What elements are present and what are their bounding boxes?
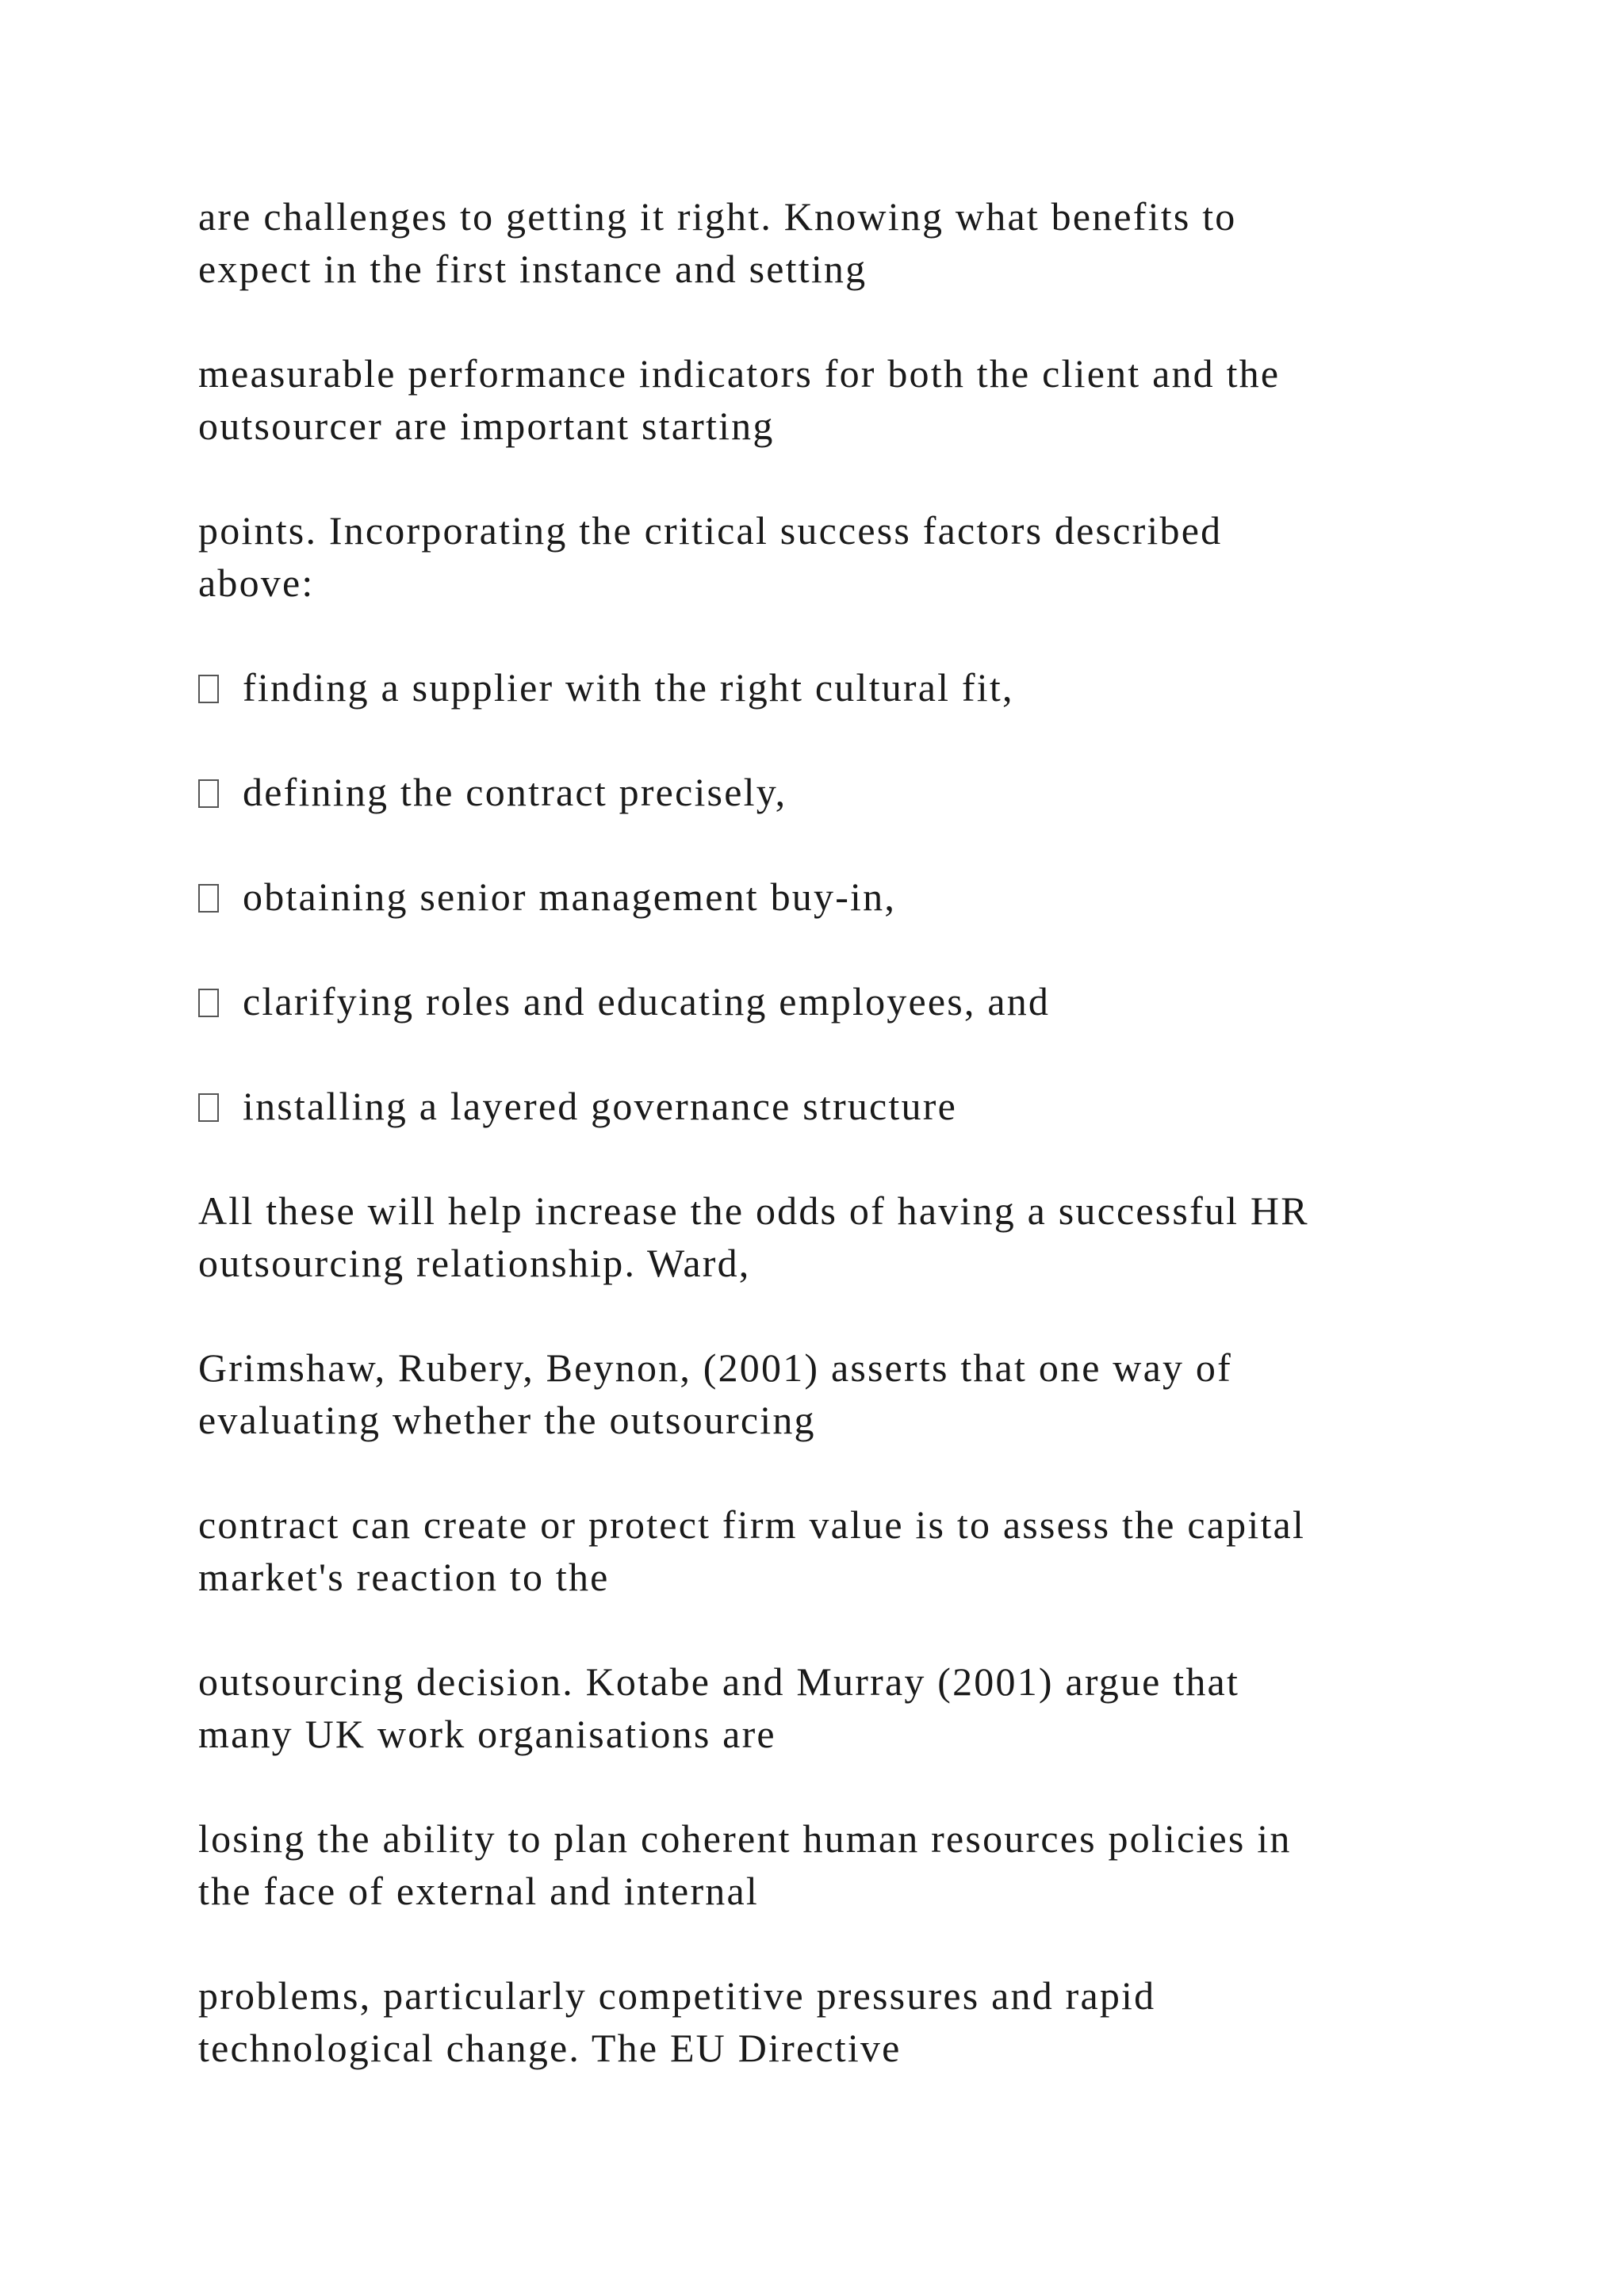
text-line: measurable performance indicators for both the client and the (198, 351, 1281, 396)
bullet-item (198, 975, 1546, 1027)
text-line: many UK work organisations are (198, 1712, 776, 1756)
text-line: losing the ability to plan coherent human resources policies in (198, 1816, 1292, 1861)
missing-glyph-box-icon (198, 675, 219, 703)
text-line: points. Incorporating the critical success factors described (198, 508, 1223, 553)
text-line: contract can create or protect firm value is to assess the capital (198, 1502, 1306, 1547)
paragraph (198, 190, 1546, 295)
text-line: technological change. The EU Directive (198, 2026, 902, 2070)
text-line: the face of external and internal (198, 1869, 759, 1913)
missing-glyph-box-icon (198, 779, 219, 808)
text-line: market's reaction to the (198, 1555, 610, 1599)
bullet-text: defining the contract precisely, (243, 770, 787, 814)
missing-glyph-box-icon (198, 989, 219, 1017)
text-line: problems, particularly competitive pressures and rapid (198, 1973, 1156, 2018)
text-line: outsourcer are important starting (198, 404, 775, 448)
paragraph (198, 1498, 1546, 1603)
paragraph (198, 1184, 1546, 1289)
bullet-text: clarifying roles and educating employees, and (243, 979, 1051, 1024)
bullet-item (198, 871, 1546, 923)
missing-glyph-box-icon (198, 884, 219, 913)
paragraph (198, 504, 1546, 609)
text-line: All these will help increase the odds of having a successful HR (198, 1188, 1309, 1233)
text-line: evaluating whether the outsourcing (198, 1398, 816, 1442)
text-line: above: (198, 561, 315, 605)
bullet-item (198, 766, 1546, 818)
bullet-text: finding a supplier with the right cultural fit, (243, 665, 1014, 710)
paragraph (198, 1812, 1546, 1917)
paragraph (198, 347, 1546, 452)
paragraph (198, 1969, 1546, 2074)
bullet-text: obtaining senior management buy-in, (243, 874, 897, 919)
paragraph (198, 1655, 1546, 1760)
text-line: are challenges to getting it right. Knowing what benefits to (198, 194, 1237, 239)
body-text (198, 190, 1546, 2126)
text-line: outsourcing relationship. Ward, (198, 1241, 751, 1285)
bullet-text: installing a layered governance structure (243, 1084, 957, 1128)
text-line: expect in the first instance and setting (198, 247, 868, 291)
missing-glyph-box-icon (198, 1093, 219, 1122)
bullet-item (198, 661, 1546, 714)
text-line: outsourcing decision. Kotabe and Murray (2001) argue that (198, 1659, 1240, 1704)
paragraph (198, 1341, 1546, 1446)
text-line: Grimshaw, Rubery, Beynon, (2001) asserts that one way of (198, 1345, 1232, 1390)
bullet-item (198, 1080, 1546, 1132)
